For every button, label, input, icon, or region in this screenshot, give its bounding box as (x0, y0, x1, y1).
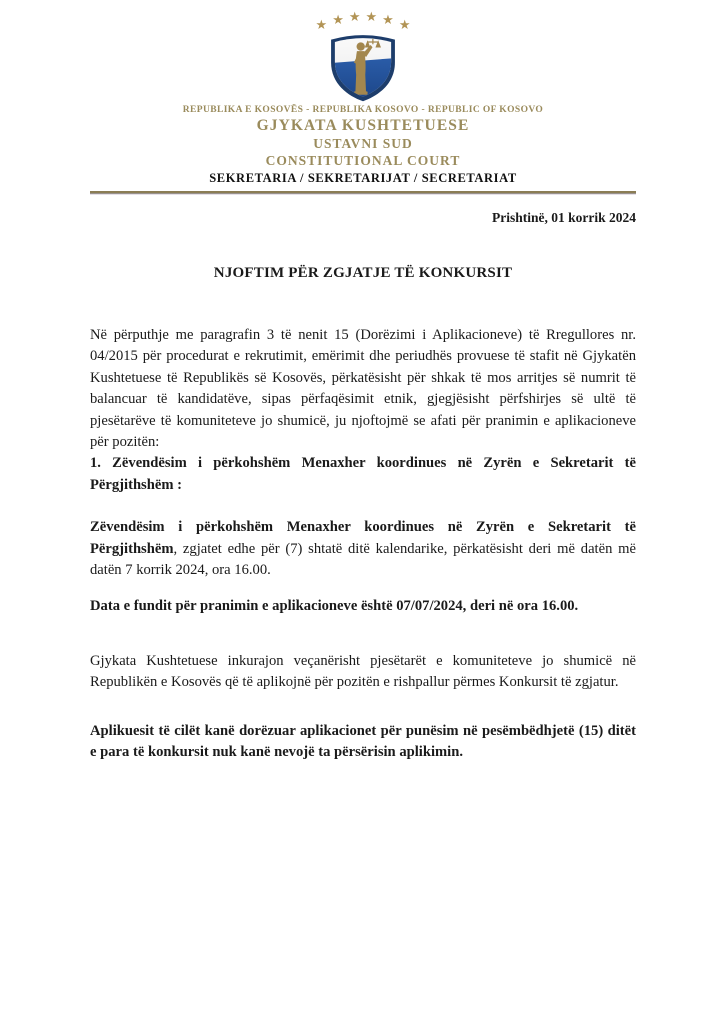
document-title: NJOFTIM PËR ZGJATJE TË KONKURSIT (213, 265, 513, 281)
intro-paragraph: Në përputhje me paragrafin 3 të nenit 15 (Dorëzimi i Aplikacioneve) të Rregullores nr. 04/2015 për procedurat e rekrutimit, emërimit dhe periudhës provuese të stafit në Gjykatën Kushtetuese të Republikës së Kosovës, përkatësisht për shkak të mos arritjes së numrit të balancuar të kandidatëve, sipas përfaqësimit etnik, gjegjësisht përfshirjes së ultë të pjesëtarëve të komuniteteve jo shumicë, ju njoftojmë se afati për pranimin e aplikacioneve për pozitën: (90, 327, 636, 451)
secretariat-line: SEKRETARIA / SEKRETARIJAT / SECRETARIAT (209, 171, 517, 185)
deadline-statement: Data e fundit për pranimin e aplikacioneve është 07/07/2024, deri në ora 16.00. (90, 598, 579, 615)
extension-paragraph-rest: , zgjatet edhe për (7) shtatë ditë kalendarike, përkatësisht deri më datën më datën 7 korrik 2024, ora 16.00. (90, 540, 636, 579)
court-name-english: CONSTITUTIONAL COURT (265, 153, 461, 168)
constitutional-court-emblem (316, 10, 411, 102)
republic-title-line: REPUBLIKA E KOSOVËS - REPUBLIKA KOSOVO - REPUBLIC OF KOSOVO (182, 105, 544, 115)
place-date-line: Prishtinë, 01 korrik 2024 (492, 210, 636, 225)
encouragement-paragraph: Gjykata Kushtetuese inkurajon veçanërisht pjesëtarët e komuniteteve jo shumicë në Republikën e Kosovës që të aplikojnë për pozitën e rishpallur përmes Konkursit të zgjatur. (90, 652, 636, 691)
shield-justice-icon (321, 26, 405, 102)
letterhead (90, 8, 636, 195)
court-name-serbian: USTAVNI SUD (313, 136, 413, 151)
emblem-stars-icon: ★ ★ ★ ★ ★ ★ (315, 9, 411, 32)
header-divider-rule (90, 191, 636, 195)
document-body (90, 325, 636, 764)
position-item-1: 1. Zëvendësim i përkohshëm Menaxher koordinues në Zyrën e Sekretarit të Përgjithshëm : (90, 455, 636, 493)
court-name-albanian: GJYKATA KUSHTETUESE (256, 117, 470, 134)
extension-paragraph (90, 517, 636, 581)
extension-paragraph-bold-lead: Zëvendësim i përkohshëm Menaxher koordinues në Zyrën e Sekretarit të Përgjithshëm (90, 519, 636, 557)
no-reapply-paragraph: Aplikuesit të cilët kanë dorëzuar aplikacionet për punësim në pesëmbëdhjetë (15) ditët e para të konkursit nuk kanë nevojë ta përsërisin aplikimin. (90, 722, 636, 761)
